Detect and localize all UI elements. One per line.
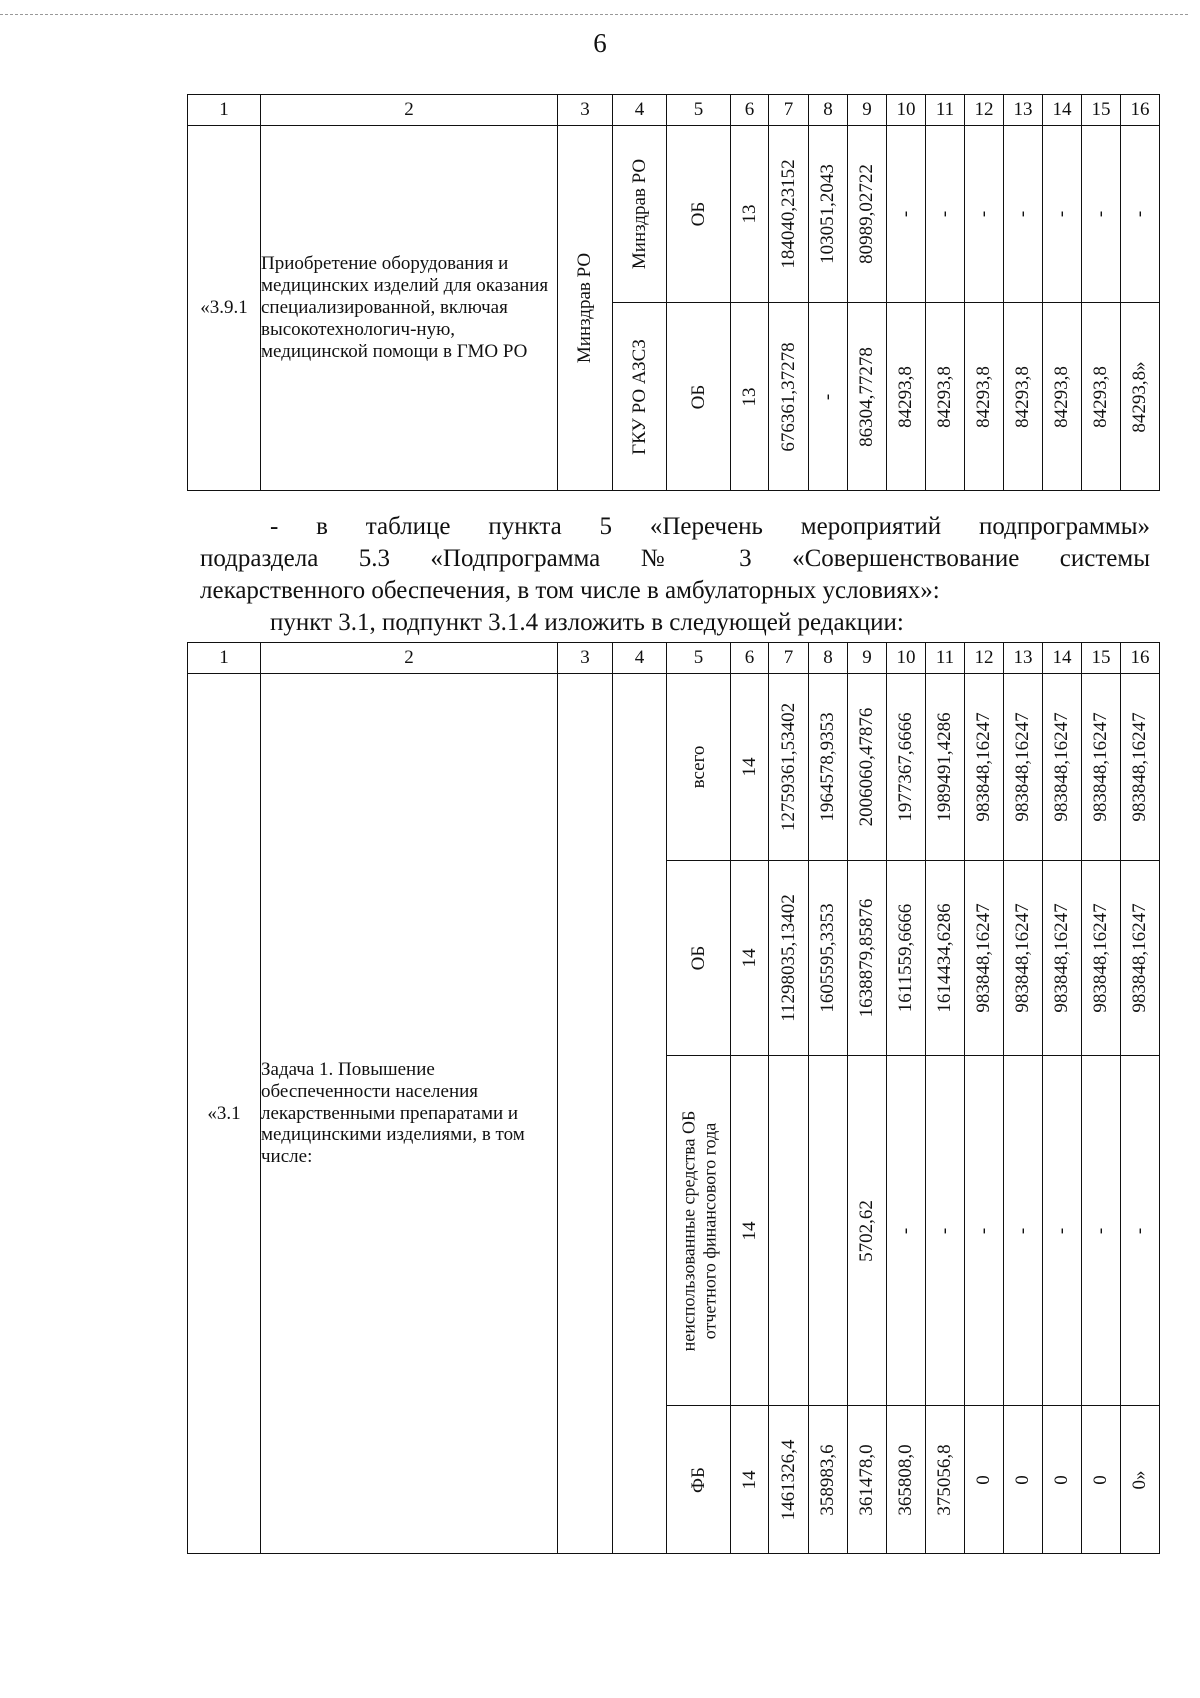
table2-header-cell: 14 (1043, 643, 1082, 674)
value: 184040,23152 (777, 159, 799, 269)
table1-header-cell: 14 (1043, 95, 1082, 126)
table-item-3-1 (187, 642, 1160, 1554)
value-cell (965, 1406, 1004, 1554)
funding-source-cell (667, 303, 731, 491)
table2-header-cell: 15 (1082, 643, 1121, 674)
funding-source: ФБ (687, 1466, 709, 1493)
value-cell (926, 674, 965, 861)
value: 983848,16247 (1090, 903, 1112, 1013)
value: 983848,16247 (1012, 712, 1034, 822)
code-cell (731, 861, 769, 1056)
value: - (973, 1227, 995, 1234)
value-cell (1004, 126, 1043, 303)
table1-header-cell: 3 (558, 95, 613, 126)
funding-source: ОБ (687, 945, 709, 971)
value: 84293,8 (1012, 365, 1034, 428)
code: 14 (738, 1470, 760, 1489)
value-cell (1043, 1056, 1082, 1406)
value-cell (1043, 126, 1082, 303)
empty-col4-cell (613, 674, 667, 1554)
paragraph-line-4: пункт 3.1, подпункт 3.1.4 изложить в следующей редакции: (270, 609, 904, 636)
value-cell (965, 861, 1004, 1056)
value-cell (926, 1056, 965, 1406)
value: - (817, 393, 839, 400)
table1-header-cell: 1 (188, 95, 261, 126)
value-cell (887, 674, 926, 861)
value: 983848,16247 (1129, 903, 1151, 1013)
participant-cell (613, 126, 667, 303)
table2-header-cell: 11 (926, 643, 965, 674)
value: 358983,6 (817, 1443, 839, 1516)
empty-col3-cell (558, 674, 613, 1554)
value-cell (769, 1056, 809, 1406)
value-cell (1082, 861, 1121, 1056)
table-item-3-9-1 (187, 94, 1160, 491)
value: 375056,8 (934, 1443, 956, 1516)
value: 983848,16247 (1051, 712, 1073, 822)
value: 84293,8 (895, 365, 917, 428)
table1-header-row (188, 95, 1160, 126)
paragraph-line-3: лекарственного обеспечения, в том числе в амбулаторных условиях»: (200, 577, 940, 604)
value: 0 (1012, 1474, 1034, 1485)
code: 14 (738, 948, 760, 968)
table2-header-cell: 5 (667, 643, 731, 674)
value-cell (965, 303, 1004, 491)
funding-source: всего (687, 745, 709, 789)
page-number: 6 (593, 28, 607, 58)
funding-source-cell (667, 1056, 731, 1406)
value: 0» (1129, 1470, 1151, 1489)
value: - (1012, 210, 1034, 218)
value-cell (769, 861, 809, 1056)
value: 84293,8 (934, 365, 956, 428)
value: 1989491,4286 (934, 712, 956, 822)
table2-header-cell: 12 (965, 643, 1004, 674)
funding-source-cell (667, 674, 731, 861)
table1-header-cell: 4 (613, 95, 667, 126)
value: 1614434,6286 (934, 903, 956, 1013)
value: 1977367,6666 (895, 712, 917, 822)
value-cell (848, 861, 887, 1056)
value: - (895, 210, 917, 218)
value: 983848,16247 (973, 903, 995, 1013)
table1-header-cell: 7 (769, 95, 809, 126)
value-cell (1121, 1056, 1160, 1406)
code-cell (731, 1056, 769, 1406)
value-cell (809, 1056, 848, 1406)
value-cell (809, 126, 848, 303)
table2-header-cell: 8 (809, 643, 848, 674)
value-cell (1043, 303, 1082, 491)
value: - (1012, 1227, 1034, 1234)
value-cell (965, 674, 1004, 861)
value: 84293,8 (1090, 365, 1112, 428)
value-cell (965, 1056, 1004, 1406)
value: 983848,16247 (1090, 712, 1112, 822)
code-cell (731, 126, 769, 303)
code: 14 (738, 757, 760, 777)
value-cell (1082, 1056, 1121, 1406)
value: - (1090, 210, 1112, 218)
value-cell (887, 303, 926, 491)
value-cell (809, 1406, 848, 1554)
value: 983848,16247 (973, 712, 995, 822)
value-cell (848, 1406, 887, 1554)
value-cell (1082, 303, 1121, 491)
value-cell (1004, 861, 1043, 1056)
value: - (1129, 1227, 1151, 1234)
value: 1638879,85876 (856, 898, 878, 1018)
table2-header-cell: 2 (261, 643, 558, 674)
funding-source: ОБ (687, 384, 709, 409)
value-cell (926, 303, 965, 491)
funding-source-cell (667, 1406, 731, 1554)
table1-header-cell: 2 (261, 95, 558, 126)
table1-header-cell: 13 (1004, 95, 1043, 126)
value: 365808,0 (895, 1443, 917, 1516)
item-name: Приобретение оборудования и медицинских изделий для оказания специализированной, включая высокотехнологич-ную, медицинской помощи в ГМО РО (261, 126, 558, 491)
value-cell (1082, 1406, 1121, 1554)
table1-header-cell: 10 (887, 95, 926, 126)
value-cell (1121, 303, 1160, 491)
funding-source-cell (667, 126, 731, 303)
value: 361478,0 (856, 1443, 878, 1516)
responsible-executor: Минздрав РО (574, 252, 596, 364)
value: 80989,02722 (856, 164, 878, 264)
value: - (1051, 210, 1073, 218)
code-cell (731, 674, 769, 861)
value: 0 (1090, 1474, 1112, 1485)
value: 0 (1051, 1474, 1073, 1485)
value-cell (887, 126, 926, 303)
item-name: Задача 1. Повышение обеспеченности населения лекарственными препаратами и медицинскими изделиями, в том числе: (261, 674, 558, 1554)
value: - (934, 210, 956, 218)
table1-row-minzdrav (188, 126, 1160, 303)
responsible-executor-cell (558, 126, 613, 491)
code: 13 (738, 387, 760, 406)
value-cell (1082, 126, 1121, 303)
funding-source-cell (667, 861, 731, 1056)
paragraph-line-2: подраздела 5.3 «Подпрограмма № 3 «Совершенствование системы (200, 545, 1150, 572)
value: 1964578,9353 (817, 712, 839, 822)
paragraph-line-1: - в таблице пункта 5 «Перечень мероприятий подпрограммы» (270, 513, 1150, 540)
value-cell (1004, 303, 1043, 491)
value-cell (1043, 1406, 1082, 1554)
value: 86304,77278 (856, 346, 878, 447)
value-cell (1121, 1406, 1160, 1554)
table2-header-cell: 9 (848, 643, 887, 674)
value: 2006060,47876 (856, 707, 878, 827)
value: 12759361,53402 (777, 702, 799, 832)
value-cell (1121, 674, 1160, 861)
value: - (1051, 1227, 1073, 1234)
table1-header-cell: 16 (1121, 95, 1160, 126)
value: 84293,8 (1051, 365, 1073, 428)
value-cell (926, 1406, 965, 1554)
table2-header-cell: 16 (1121, 643, 1160, 674)
table1-header-cell: 6 (731, 95, 769, 126)
table1-header-cell: 9 (848, 95, 887, 126)
value: 0 (973, 1474, 995, 1485)
value-cell (887, 1406, 926, 1554)
top-edge-line (0, 14, 1188, 15)
table1-header-cell: 5 (667, 95, 731, 126)
value-cell (809, 861, 848, 1056)
value-cell (848, 126, 887, 303)
value: 5702,62 (856, 1199, 878, 1262)
participant: Минздрав РО (628, 158, 650, 270)
value-cell (769, 303, 809, 491)
table2-header-cell: 13 (1004, 643, 1043, 674)
code: 13 (738, 204, 760, 224)
value: 1605595,3353 (817, 903, 839, 1013)
value: 1611559,6666 (895, 903, 917, 1013)
item-code: «3.1 (188, 674, 261, 1554)
code-cell (731, 1406, 769, 1554)
value-cell (1004, 1406, 1043, 1554)
value: - (1129, 210, 1151, 218)
value: 84293,8» (1129, 360, 1151, 433)
table2-header-cell: 7 (769, 643, 809, 674)
value-cell (1082, 674, 1121, 861)
value-cell (926, 861, 965, 1056)
value: 983848,16247 (1051, 903, 1073, 1013)
table2-header-cell: 1 (188, 643, 261, 674)
table2-header-cell: 3 (558, 643, 613, 674)
value: 84293,8 (973, 365, 995, 428)
table2-row-total (188, 674, 1160, 861)
table1-header-cell: 8 (809, 95, 848, 126)
table2-header-cell: 4 (613, 643, 667, 674)
value: - (934, 1227, 956, 1234)
value-cell (887, 861, 926, 1056)
item-code: «3.9.1 (188, 126, 261, 491)
value: 1461326,4 (777, 1439, 799, 1520)
value-cell (769, 126, 809, 303)
value-cell (809, 303, 848, 491)
funding-source: ОБ (687, 201, 709, 227)
value: 11298035,13402 (777, 894, 799, 1022)
value-cell (848, 674, 887, 861)
funding-source: неиспользованные средства ОБ отчетного финансового года (677, 1110, 719, 1351)
value-cell (848, 1056, 887, 1406)
value-cell (1043, 861, 1082, 1056)
value: 103051,2043 (817, 164, 839, 264)
value-cell (965, 126, 1004, 303)
value-cell (769, 674, 809, 861)
value-cell (809, 674, 848, 861)
value-cell (769, 1406, 809, 1554)
value-cell (848, 303, 887, 491)
value: - (895, 1227, 917, 1234)
value: - (1090, 1227, 1112, 1234)
participant-cell (613, 303, 667, 491)
value: 983848,16247 (1012, 903, 1034, 1013)
value-cell (1121, 126, 1160, 303)
table1-header-cell: 15 (1082, 95, 1121, 126)
participant: ГКУ РО АЗСЗ (628, 338, 650, 455)
value-cell (887, 1056, 926, 1406)
value-cell (926, 126, 965, 303)
value-cell (1121, 861, 1160, 1056)
table1-header-cell: 11 (926, 95, 965, 126)
code: 14 (738, 1221, 760, 1240)
table2-header-cell: 10 (887, 643, 926, 674)
value-cell (1043, 674, 1082, 861)
code-cell (731, 303, 769, 491)
value: 983848,16247 (1129, 712, 1151, 822)
value: - (973, 210, 995, 218)
value: 676361,37278 (777, 341, 799, 452)
value-cell (1004, 674, 1043, 861)
table1-header-cell: 12 (965, 95, 1004, 126)
table2-header-row (188, 643, 1160, 674)
table2-header-cell: 6 (731, 643, 769, 674)
value-cell (1004, 1056, 1043, 1406)
